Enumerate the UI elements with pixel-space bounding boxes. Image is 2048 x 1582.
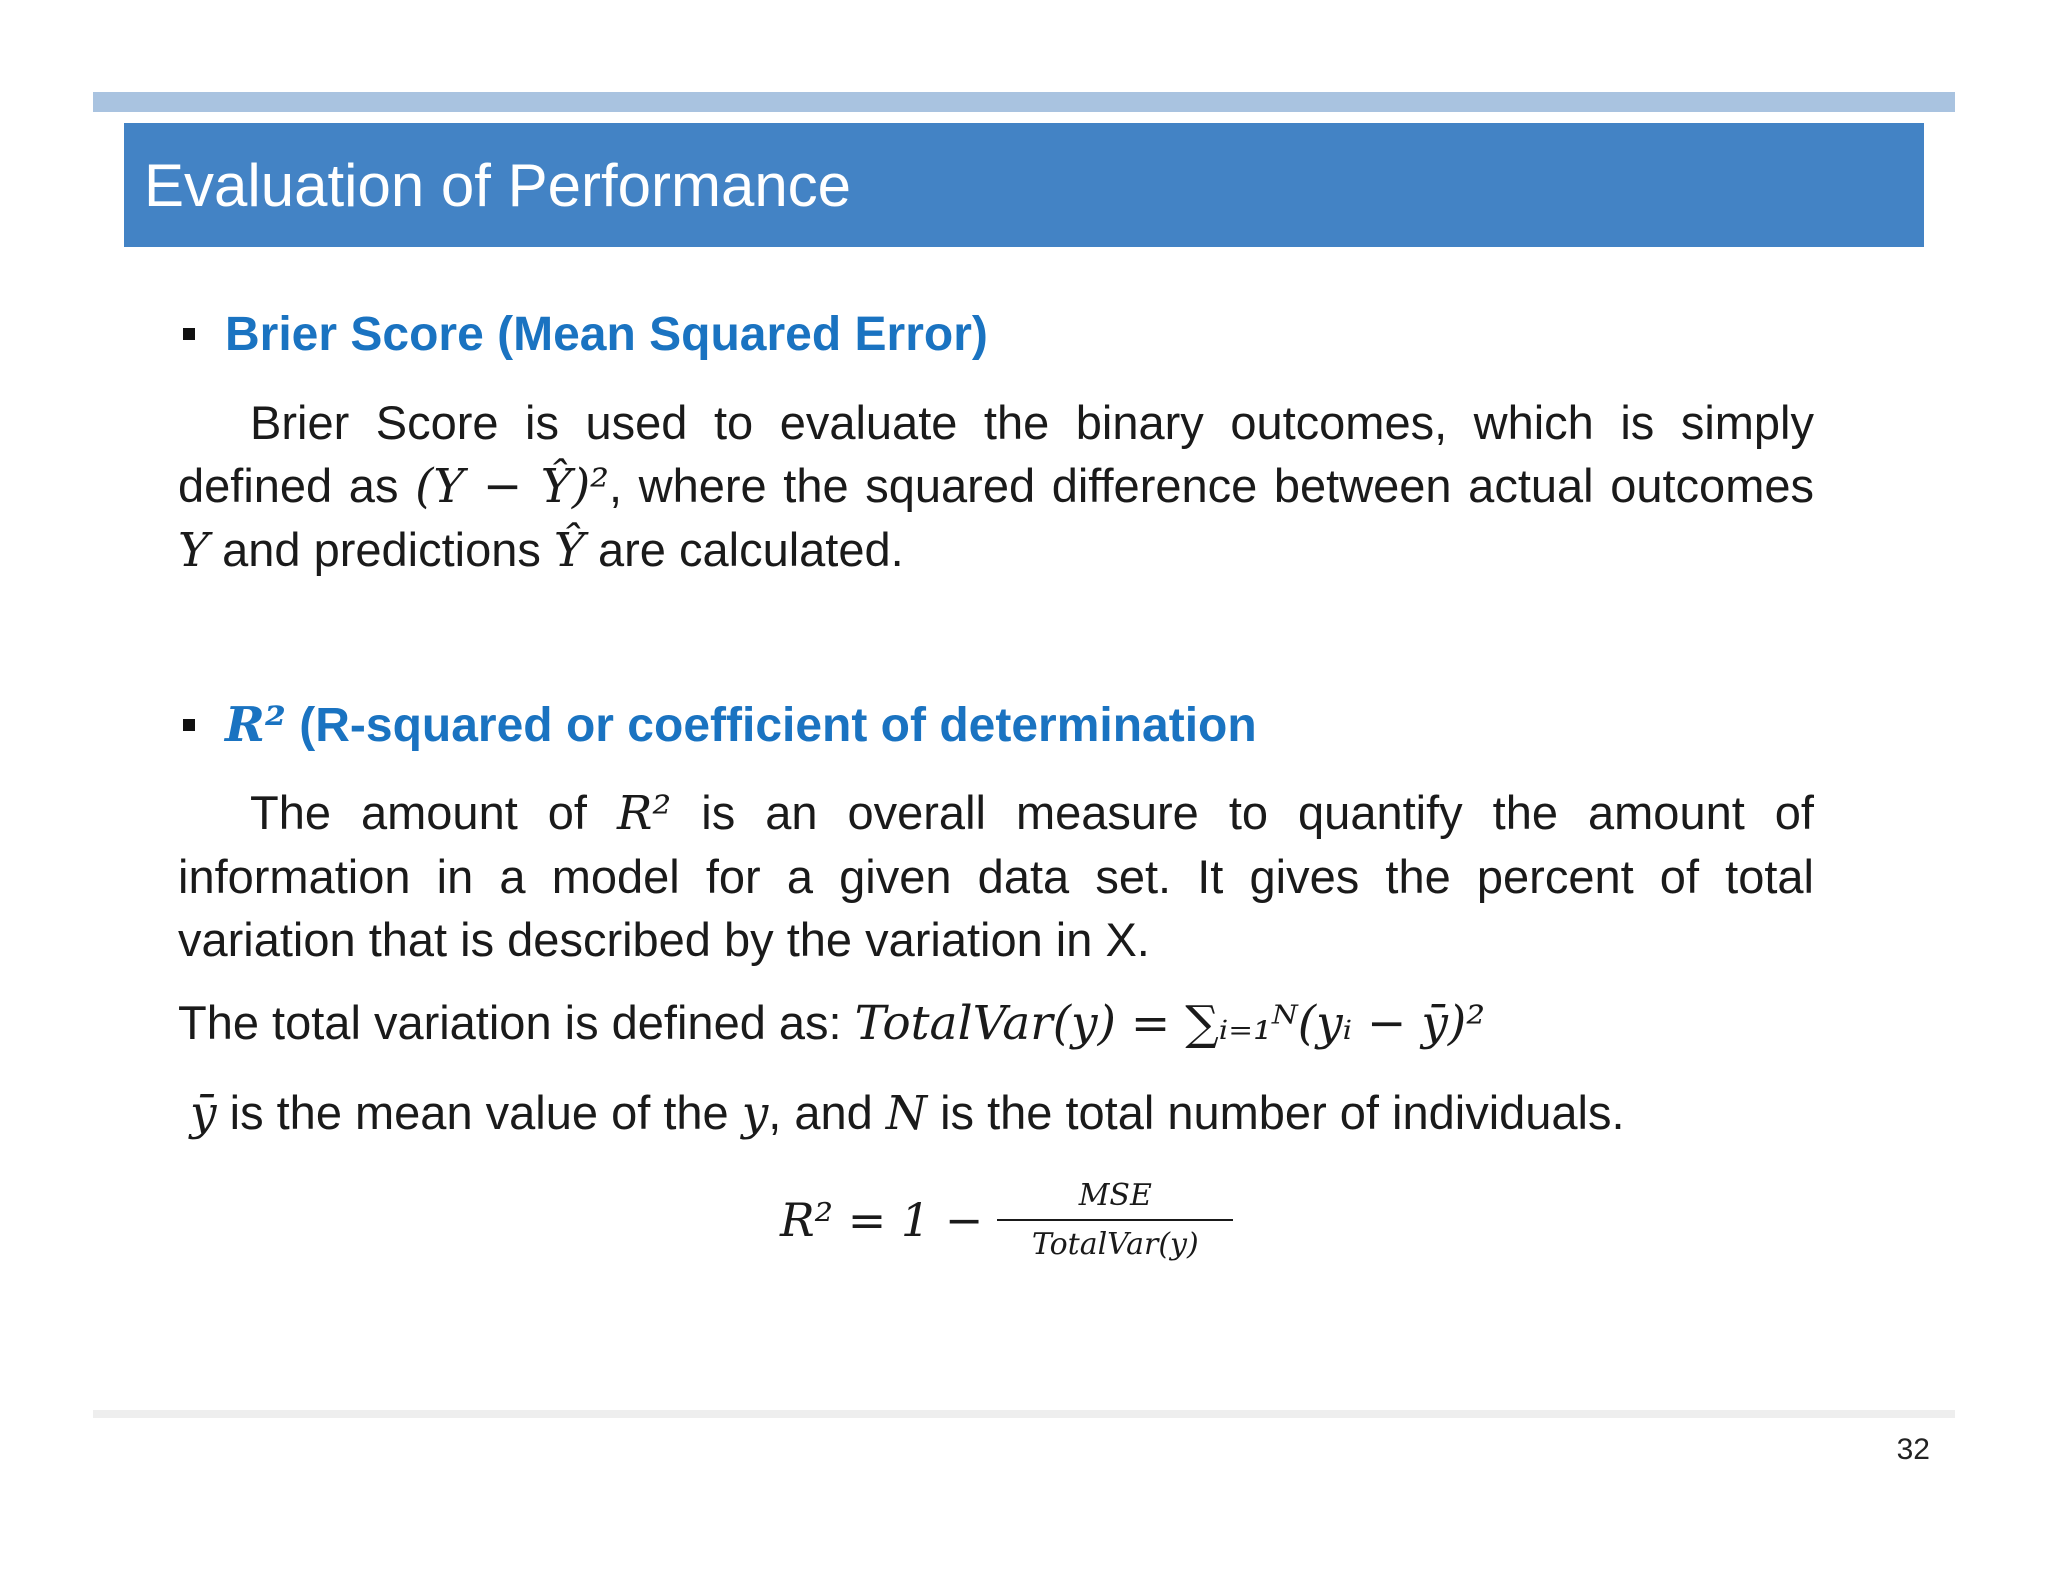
r2-text-start: The amount of xyxy=(250,786,587,839)
r2-symbol: R² xyxy=(617,786,672,841)
brier-text-end: are calculated. xyxy=(598,523,904,576)
brier-text-mid2: and predictions xyxy=(222,523,541,576)
mean-text-2: , and xyxy=(768,1086,873,1139)
top-divider-rule xyxy=(93,92,1955,112)
mean-symbol: ȳ xyxy=(190,1086,217,1141)
total-var-label: The total variation is defined as: xyxy=(178,996,842,1049)
bullet-square-icon xyxy=(183,719,195,731)
mean-var-y: y xyxy=(741,1086,769,1141)
total-var-formula: TotalVar(y) = ∑ᵢ₌₁ᴺ(yᵢ − ȳ)² xyxy=(854,996,1486,1051)
slide-title: Evaluation of Performance xyxy=(144,152,852,219)
brier-text-mid: , where the squared difference between actual outcomes xyxy=(609,459,1814,512)
r-squared-formula xyxy=(780,1178,1233,1262)
section-heading-r-squared xyxy=(225,697,1257,753)
r2-heading-text: (R-squared or coefficient of determination xyxy=(299,699,1257,752)
r2-numerator: MSE xyxy=(997,1178,1233,1221)
title-bar xyxy=(124,123,1924,247)
mean-var-n: N xyxy=(885,1086,928,1141)
r2-denominator: TotalVar(y) xyxy=(1031,1227,1199,1262)
section-heading-brier: Brier Score (Mean Squared Error) xyxy=(225,308,988,361)
var-actual: Y xyxy=(178,523,210,578)
brier-score-paragraph xyxy=(178,391,1814,582)
bullet-square-icon xyxy=(183,328,195,340)
r2-text-end: is an overall measure to quantify the amount of information in a model for a given data set. It gives the percent of total variation that is described by the variation in X. xyxy=(178,786,1814,966)
mean-text-1: is the mean value of the xyxy=(229,1086,729,1139)
r2-formula-lhs: R² = 1 − xyxy=(780,1193,984,1247)
mean-definition-line xyxy=(190,1085,1625,1141)
brier-formula: (Y − Ŷ)² xyxy=(415,459,610,514)
bottom-divider-rule xyxy=(93,1410,1955,1418)
r2-heading-symbol: R² xyxy=(225,697,286,753)
mean-text-3: is the total number of individuals. xyxy=(940,1086,1625,1139)
r-squared-paragraph xyxy=(178,781,1814,971)
brier-text-start: Brier Score is used to evaluate the binary outcomes, which is simply defined as xyxy=(178,396,1814,512)
var-pred: Ŷ xyxy=(553,523,585,578)
total-variation-line xyxy=(178,995,1485,1051)
page-number: 32 xyxy=(1896,1433,1930,1466)
r2-fraction xyxy=(997,1178,1233,1262)
